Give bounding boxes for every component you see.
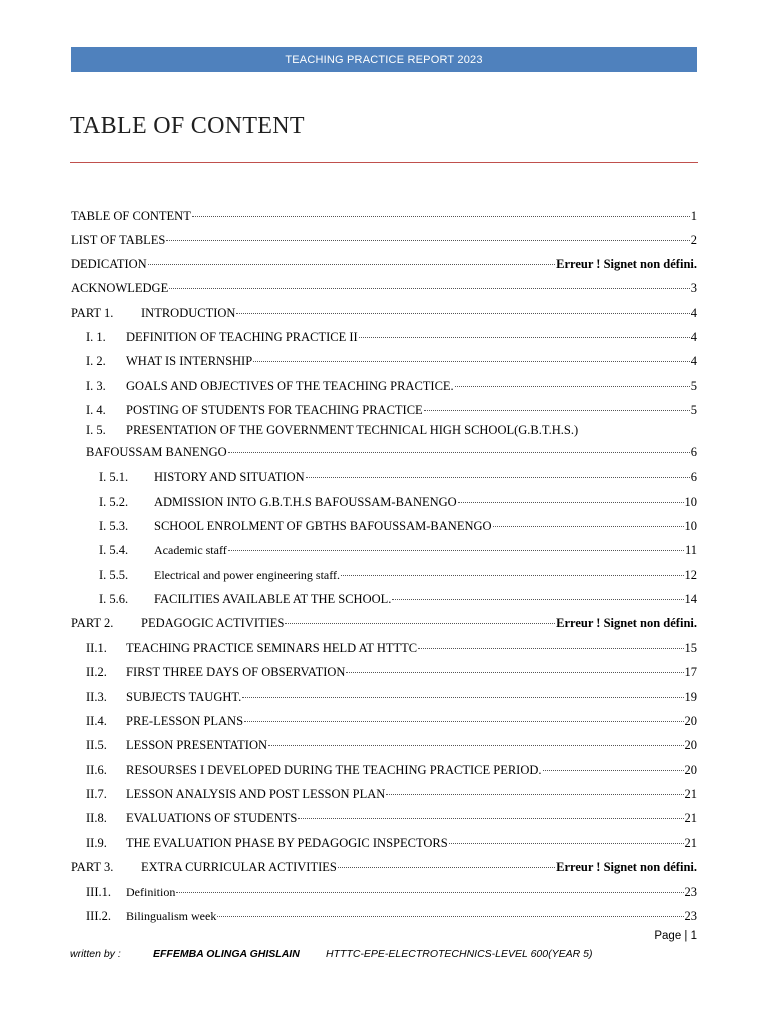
toc-entry-title: PRESENTATION OF THE GOVERNMENT TECHNICAL HIGH SCHOOL(G.B.T.H.S.) — [126, 423, 579, 437]
dot-leader — [285, 609, 555, 624]
toc-entry[interactable] — [86, 807, 697, 825]
dot-leader — [386, 780, 683, 795]
toc-entry[interactable] — [86, 399, 697, 417]
toc-entry-title-continued: BAFOUSSAM BANENGO — [86, 445, 227, 459]
toc-entry-number: II.1. — [86, 641, 107, 655]
toc-entry[interactable] — [99, 515, 697, 533]
toc-entry[interactable] — [86, 881, 697, 899]
written-by-label: written by : — [70, 948, 121, 960]
toc-entry-number: III.1. — [86, 885, 111, 899]
dot-leader — [217, 902, 683, 917]
toc-entry-title: LIST OF TABLES — [71, 233, 166, 247]
toc-entry-page: Erreur ! Signet non défini. — [556, 257, 697, 271]
toc-entry[interactable] — [99, 564, 697, 582]
toc-entry-page: 4 — [690, 354, 697, 368]
dot-leader — [543, 756, 684, 771]
toc-entry-number: II.6. — [86, 763, 107, 777]
toc-entry-number: I. 5. — [86, 423, 106, 437]
toc-entry-title: Definition — [126, 885, 176, 899]
toc-entry-title: EVALUATIONS OF STUDENTS — [126, 811, 298, 825]
toc-entry-page: 20 — [684, 714, 697, 728]
dot-leader — [298, 804, 683, 819]
toc-entry-page: 4 — [690, 306, 697, 320]
toc-entry-title: PEDAGOGIC ACTIVITIES — [141, 616, 285, 630]
report-header-banner: TEACHING PRACTICE REPORT 2023 — [71, 47, 697, 72]
toc-entry[interactable] — [86, 375, 697, 393]
toc-entry-page: 10 — [684, 519, 697, 533]
toc-entry-title: DEFINITION OF TEACHING PRACTICE II — [126, 330, 358, 344]
toc-entry-number: II.3. — [86, 690, 107, 704]
toc-entry-number: I. 5.2. — [99, 495, 129, 509]
dot-leader — [455, 372, 690, 387]
toc-entry-page: 14 — [684, 592, 697, 606]
toc-entry-number: I. 5.3. — [99, 519, 129, 533]
dot-leader — [306, 463, 690, 478]
toc-entry[interactable] — [86, 350, 697, 368]
toc-entry-number: PART 1. — [71, 306, 114, 320]
toc-entry-page: 23 — [684, 885, 697, 899]
toc-entry[interactable] — [86, 710, 697, 728]
toc-entry[interactable] — [86, 734, 697, 752]
toc-entry-page: 3 — [690, 281, 697, 295]
toc-entry-page: 6 — [690, 470, 697, 484]
toc-entry[interactable] — [71, 229, 697, 247]
page-number: Page | 1 — [654, 930, 697, 942]
toc-entry-page: Erreur ! Signet non défini. — [556, 616, 697, 630]
toc-entry-title: SCHOOL ENROLMENT OF GBTHS BAFOUSSAM-BANENGO — [154, 519, 492, 533]
toc-entry-title: LESSON ANALYSIS AND POST LESSON PLAN — [126, 787, 386, 801]
toc-entry-page: 12 — [684, 568, 697, 582]
toc-entry-page: 17 — [684, 665, 697, 679]
toc-entry-title: TABLE OF CONTENT — [71, 209, 191, 223]
dot-leader — [166, 226, 689, 241]
toc-entry-number: II.5. — [86, 738, 107, 752]
toc-entry-title: INTRODUCTION — [141, 306, 236, 320]
title-divider — [70, 162, 698, 163]
toc-entry-page: 1 — [690, 209, 697, 223]
toc-entry-title: POSTING OF STUDENTS FOR TEACHING PRACTICE — [126, 403, 423, 417]
dot-leader — [458, 488, 684, 503]
toc-entry-number: I. 5.4. — [99, 543, 129, 557]
toc-entry-page: 21 — [684, 811, 697, 825]
toc-entry-title: Bilingualism week — [126, 909, 217, 923]
toc-entry[interactable] — [86, 905, 697, 923]
toc-entry-page: 4 — [690, 330, 697, 344]
toc-entry-title: SUBJECTS TAUGHT. — [126, 690, 242, 704]
author-name: EFFEMBA OLINGA GHISLAIN — [153, 948, 300, 960]
toc-entry-page: 21 — [684, 787, 697, 801]
toc-entry-title: THE EVALUATION PHASE BY PEDAGOGIC INSPECTORS — [126, 836, 448, 850]
toc-entry-title: Electrical and power engineering staff. — [154, 568, 341, 582]
dot-leader — [192, 202, 690, 217]
toc-entry[interactable] — [71, 205, 697, 223]
toc-entry-number: II.8. — [86, 811, 107, 825]
page-title: TABLE OF CONTENT — [70, 113, 305, 139]
toc-entry[interactable] — [99, 466, 697, 484]
dot-leader — [341, 561, 683, 576]
toc-entry-title: TEACHING PRACTICE SEMINARS HELD AT HTTTC — [126, 641, 418, 655]
dot-leader — [148, 250, 555, 265]
toc-entry[interactable] — [71, 253, 697, 271]
toc-entry-title: ADMISSION INTO G.B.T.H.S BAFOUSSAM-BANENGO — [154, 495, 457, 509]
dot-leader — [242, 683, 683, 698]
toc-entry[interactable] — [99, 491, 697, 509]
dot-leader — [359, 323, 690, 338]
toc-entry-number: I. 3. — [86, 379, 106, 393]
toc-entry-page: 20 — [684, 738, 697, 752]
program-label: HTTTC-EPE-ELECTROTECHNICS-LEVEL 600(YEAR 5) — [326, 948, 593, 960]
toc-entry[interactable] — [86, 326, 697, 344]
toc-entry[interactable] — [86, 832, 697, 850]
dot-leader — [268, 731, 683, 746]
dot-leader — [418, 634, 683, 649]
toc-entry[interactable] — [71, 277, 697, 295]
dot-leader — [346, 658, 683, 673]
toc-entry-number: II.2. — [86, 665, 107, 679]
toc-entry[interactable] — [71, 856, 697, 874]
toc-entry-title: FIRST THREE DAYS OF OBSERVATION — [126, 665, 346, 679]
toc-entry-title: HISTORY AND SITUATION — [154, 470, 305, 484]
toc-entry-number: I. 5.1. — [99, 470, 129, 484]
toc-entry-title: GOALS AND OBJECTIVES OF THE TEACHING PRACTICE. — [126, 379, 454, 393]
toc-entry[interactable] — [86, 661, 697, 679]
toc-entry-page: 6 — [690, 445, 697, 459]
toc-entry-page: 5 — [690, 403, 697, 417]
toc-entry[interactable] — [86, 637, 697, 655]
dot-leader — [236, 299, 689, 314]
page-footer — [70, 948, 593, 960]
toc-entry[interactable] — [99, 588, 697, 606]
dot-leader — [228, 438, 690, 453]
toc-entry-title: ACKNOWLEDGE — [71, 281, 169, 295]
toc-entry-number: II.4. — [86, 714, 107, 728]
toc-entry-number: I. 5.5. — [99, 568, 129, 582]
toc-entry-title: PRE-LESSON PLANS — [126, 714, 244, 728]
toc-entry-title: LESSON PRESENTATION — [126, 738, 268, 752]
toc-entry[interactable] — [71, 302, 697, 320]
toc-entry-page: 11 — [684, 543, 697, 557]
dot-leader — [176, 878, 683, 893]
dot-leader — [338, 853, 555, 868]
toc-entry-page: 21 — [684, 836, 697, 850]
toc-entry-title: EXTRA CURRICULAR ACTIVITIES — [141, 860, 337, 874]
dot-leader — [493, 512, 684, 527]
toc-entry-number: PART 2. — [71, 616, 114, 630]
toc-entry-page: 20 — [684, 763, 697, 777]
toc-entry-number: II.7. — [86, 787, 107, 801]
dot-leader — [169, 274, 690, 289]
toc-entry-title: DEDICATION — [71, 257, 147, 271]
toc-entry-number: I. 5.6. — [99, 592, 129, 606]
toc-entry-number: PART 3. — [71, 860, 114, 874]
toc-entry[interactable] — [86, 686, 697, 704]
toc-entry-page: 15 — [684, 641, 697, 655]
toc-entry-number: II.9. — [86, 836, 107, 850]
toc-entry-title: RESOURSES I DEVELOPED DURING THE TEACHING PRACTICE PERIOD. — [126, 763, 542, 777]
toc-entry-page: Erreur ! Signet non défini. — [556, 860, 697, 874]
dot-leader — [244, 707, 683, 722]
toc-entry-title: WHAT IS INTERNSHIP — [126, 354, 253, 368]
dot-leader — [392, 585, 683, 600]
toc-entry-number: I. 2. — [86, 354, 106, 368]
toc-entry-page: 10 — [684, 495, 697, 509]
toc-entry[interactable] — [99, 539, 697, 557]
toc-entry-title: FACILITIES AVAILABLE AT THE SCHOOL. — [154, 592, 392, 606]
toc-entry-page: 5 — [690, 379, 697, 393]
toc-entry[interactable] — [86, 423, 697, 459]
toc-entry[interactable] — [86, 759, 697, 777]
toc-entry-page: 23 — [684, 909, 697, 923]
toc-entry[interactable] — [71, 612, 697, 630]
dot-leader — [449, 829, 684, 844]
toc-entry-page: 2 — [690, 233, 697, 247]
dot-leader — [228, 536, 684, 551]
toc-entry-page: 19 — [684, 690, 697, 704]
toc-entry-number: I. 4. — [86, 403, 106, 417]
dot-leader — [253, 347, 690, 362]
toc-entry[interactable] — [86, 783, 697, 801]
toc-entry-number: I. 1. — [86, 330, 106, 344]
toc-entry-title: Academic staff — [154, 543, 227, 557]
toc-entry-number: III.2. — [86, 909, 111, 923]
dot-leader — [424, 396, 690, 411]
